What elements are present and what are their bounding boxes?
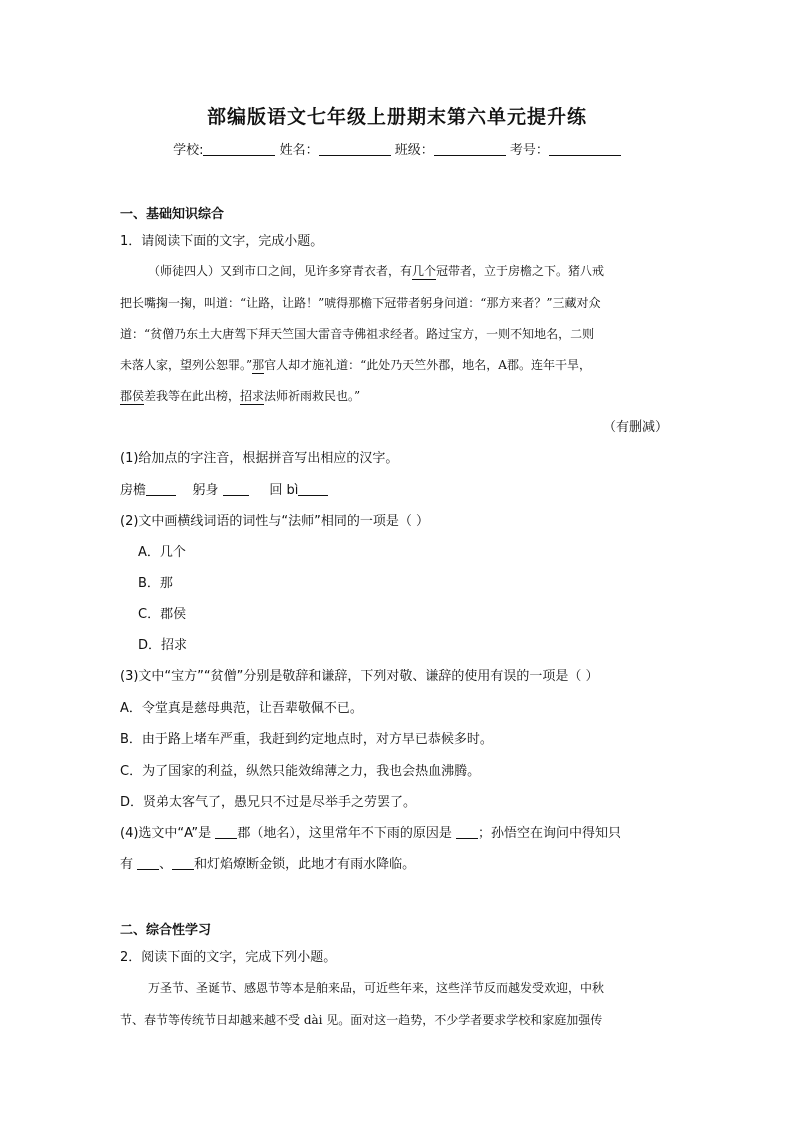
- page-title: 部编版语文七年级上册期末第六单元提升练: [206, 106, 587, 128]
- name-field[interactable]: [319, 142, 391, 156]
- section-heading-1: 一、基础知识综合: [120, 207, 225, 222]
- student-info-line: [0, 139, 794, 158]
- passage-2-line-1: 万圣节、圣诞节、感恩节等本是舶来品，可近些年来，这些洋节反而越发受欢迎，中秋: [148, 981, 605, 995]
- sub-question-4-line-2: 有 、 和灯焰燎断金锁，此地才有雨水降临。: [120, 857, 416, 872]
- sub-question-4-line-1: (4)选文中“A”是 郡（地名），这里常年不下雨的原因是 ；孙悟空在询问中得知只: [120, 826, 621, 841]
- answer-blank[interactable]: [456, 825, 478, 839]
- passage-1-line-1: （师徒四人）又到市口之间，见许多穿青衣者，有几个冠带者，立于房檐之下。猪八戒: [148, 264, 605, 278]
- sub3-option-d[interactable]: D．贤弟太客气了，愚兄只不过是尽举手之劳罢了。: [120, 795, 417, 810]
- underlined-word: 几个: [412, 264, 437, 278]
- passage-1-line-2: 把长嘴掬一掬，叫道：“让路，让路！”唬得那檐下冠带者躬身问道：“那方来者？”三藏对众: [120, 296, 601, 310]
- question-1-stem: 1．请阅读下面的文字，完成小题。: [120, 234, 324, 249]
- sub3-option-b[interactable]: B．由于路上堵车严重，我赶到约定地点时，对方早已恭候多时。: [120, 732, 493, 747]
- sub2-option-c[interactable]: C．郡侯: [138, 607, 187, 622]
- sub-question-1-items: 房檐 躬身 回 bì: [120, 479, 328, 498]
- sub3-option-a[interactable]: A．令堂真是慈母典范，让吾辈敬佩不已。: [120, 701, 363, 716]
- answer-blank[interactable]: [215, 825, 237, 839]
- passage-1-line-5: 郡侯差我等在此出榜，招求法师祈雨救民也。”: [120, 389, 361, 403]
- sub3-option-c[interactable]: C．为了国家的利益，纵然只能效绵薄之力，我也会热血沸腾。: [120, 764, 481, 779]
- name-label: 姓名：: [279, 143, 319, 158]
- sub2-option-b[interactable]: B．那: [138, 576, 173, 591]
- section-heading-2: 二、综合性学习: [120, 923, 212, 938]
- sub-question-2: (2)文中画横线词语的词性与“法师”相同的一项是（ ）: [120, 514, 430, 529]
- underlined-word: 招求: [240, 389, 265, 403]
- answer-blank[interactable]: [298, 482, 328, 496]
- passage-1-line-3: 道：“贫僧乃东土大唐驾下拜天竺国大雷音寺佛祖求经者。路过宝方，一则不知地名，二则: [120, 327, 595, 341]
- class-field[interactable]: [434, 142, 506, 156]
- number-label: 考号：: [509, 143, 549, 158]
- sub-question-3: (3)文中“宝方”“贫僧”分别是敬辞和谦辞，下列对敬、谦辞的使用有误的一项是（ ）: [120, 669, 599, 684]
- class-label: 班级：: [394, 143, 434, 158]
- school-field[interactable]: [203, 142, 275, 156]
- sub-question-1: (1)给加点的字注音，根据拼音写出相应的汉字。: [120, 451, 399, 466]
- answer-blank[interactable]: [137, 856, 159, 870]
- question-2-stem: 2．阅读下面的文字，完成下列小题。: [120, 950, 337, 965]
- passage-1-line-4: 未落人家，望列公恕罪。”那官人却才施礼道：“此处乃天竺外郡，地名，A郡。连年干旱，: [120, 358, 591, 372]
- passage-2-line-2: 节、春节等传统节日却越来越不受 dài 见。面对这一趋势，不少学者要求学校和家庭加强传: [120, 1013, 603, 1027]
- school-label: 学校:: [173, 143, 204, 158]
- underlined-word: 那: [252, 358, 265, 372]
- sub2-option-a[interactable]: A．几个: [138, 545, 186, 560]
- answer-blank[interactable]: [172, 856, 194, 870]
- source-note: （有删减）: [602, 420, 668, 435]
- sub2-option-d[interactable]: D．招求: [138, 638, 188, 653]
- answer-blank[interactable]: [146, 482, 176, 496]
- answer-blank[interactable]: [223, 482, 249, 496]
- number-field[interactable]: [549, 142, 621, 156]
- underlined-word: 郡侯: [120, 389, 145, 403]
